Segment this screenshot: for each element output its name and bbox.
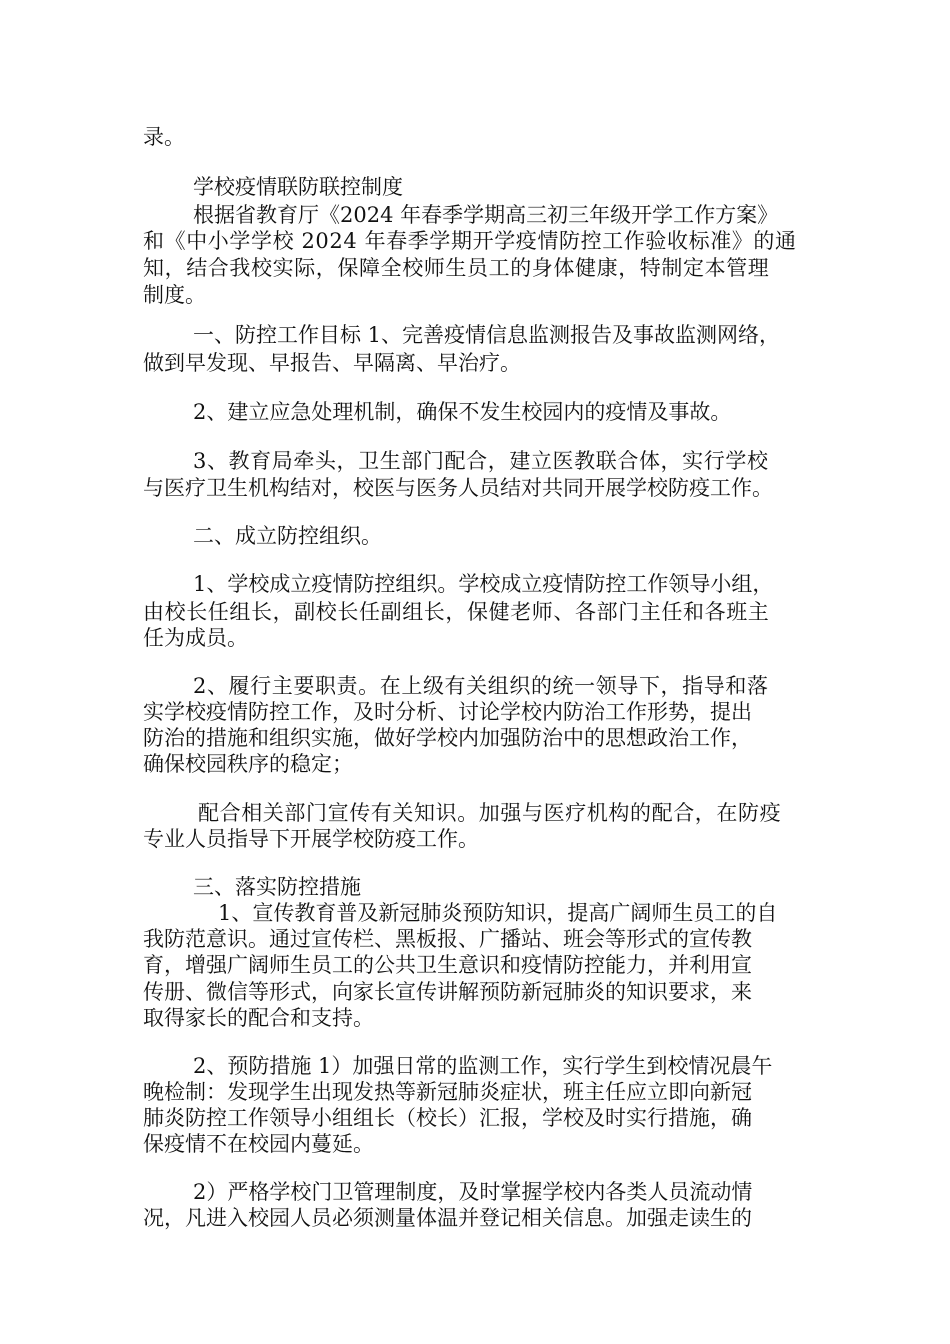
text-line: 保疫情不在校园内蔓延。 <box>143 1132 374 1156</box>
text-line: 与医疗卫生机构结对，校医与医务人员结对共同开展学校防疫工作。 <box>143 476 773 500</box>
text-line: 知，结合我校实际，保障全校师生员工的身体健康，特制定本管理 <box>143 256 770 280</box>
text-line: 由校长任组长，副校长任副组长，保健老师、各部门主任和各班主 <box>143 600 770 624</box>
text-line: 二、成立防控组织。 <box>193 524 382 548</box>
text-line: 防治的措施和组织实施，做好学校内加强防治中的思想政治工作， <box>143 726 752 750</box>
text-line: 我防范意识。通过宣传栏、黑板报、广播站、班会等形式的宣传教 <box>143 927 752 951</box>
text-line: 一、防控工作目标 1、完善疫情信息监测报告及事故监测网络， <box>193 323 781 347</box>
text-line: 2、预防措施 1）加强日常的监测工作，实行学生到校情况晨午 <box>193 1054 773 1078</box>
text-line: 任为成员。 <box>143 626 248 650</box>
text-line: 2、建立应急处理机制，确保不发生校园内的疫情及事故。 <box>193 400 732 424</box>
text-line: 配合相关部门宣传有关知识。加强与医疗机构的配合，在防疫 <box>198 801 782 825</box>
text-line: 3、教育局牵头，卫生部门配合，建立医教联合体，实行学校 <box>193 449 769 473</box>
text-line: 2、履行主要职责。在上级有关组织的统一领导下，指导和落 <box>193 674 769 698</box>
text-line: 2）严格学校门卫管理制度，及时掌握学校内各类人员流动情 <box>193 1180 753 1204</box>
text-line: 专业人员指导下开展学校防疫工作。 <box>143 827 479 851</box>
text-line: 制度。 <box>143 283 206 307</box>
text-line: 晚检制：发现学生出现发热等新冠肺炎症状，班主任应立即向新冠 <box>143 1080 752 1104</box>
text-line: 传册、微信等形式，向家长宣传讲解预防新冠肺炎的知识要求，来 <box>143 980 752 1004</box>
text-line: 做到早发现、早报告、早隔离、早治疗。 <box>143 351 521 375</box>
section-title: 学校疫情联防联控制度 <box>193 175 403 199</box>
text-line: 根据省教育厅《2024 年春季学期高三初三年级开学工作方案》 <box>193 203 779 227</box>
text-line: 况，凡进入校园人员必须测量体温并登记相关信息。加强走读生的 <box>143 1206 752 1230</box>
text-line: 1、学校成立疫情防控组织。学校成立疫情防控工作领导小组， <box>193 572 774 596</box>
section-heading: 三、落实防控措施 <box>193 875 361 899</box>
text-line: 育，增强广阔师生员工的公共卫生意识和疫情防控能力，并利用宣 <box>143 953 752 977</box>
text-line: 录。 <box>143 125 185 149</box>
text-line: 确保校园秩序的稳定； <box>143 752 353 776</box>
text-line: 实学校疫情防控工作，及时分析、讨论学校内防治工作形势，提出 <box>143 700 752 724</box>
text-line: 肺炎防控工作领导小组组长（校长）汇报，学校及时实行措施，确 <box>143 1106 752 1130</box>
text-line: 1、宣传教育普及新冠肺炎预防知识，提高广阔师生员工的自 <box>218 901 778 925</box>
text-line: 取得家长的配合和支持。 <box>143 1006 374 1030</box>
text-line: 和《中小学学校 2024 年春季学期开学疫情防控工作验收标准》的通 <box>143 229 797 253</box>
